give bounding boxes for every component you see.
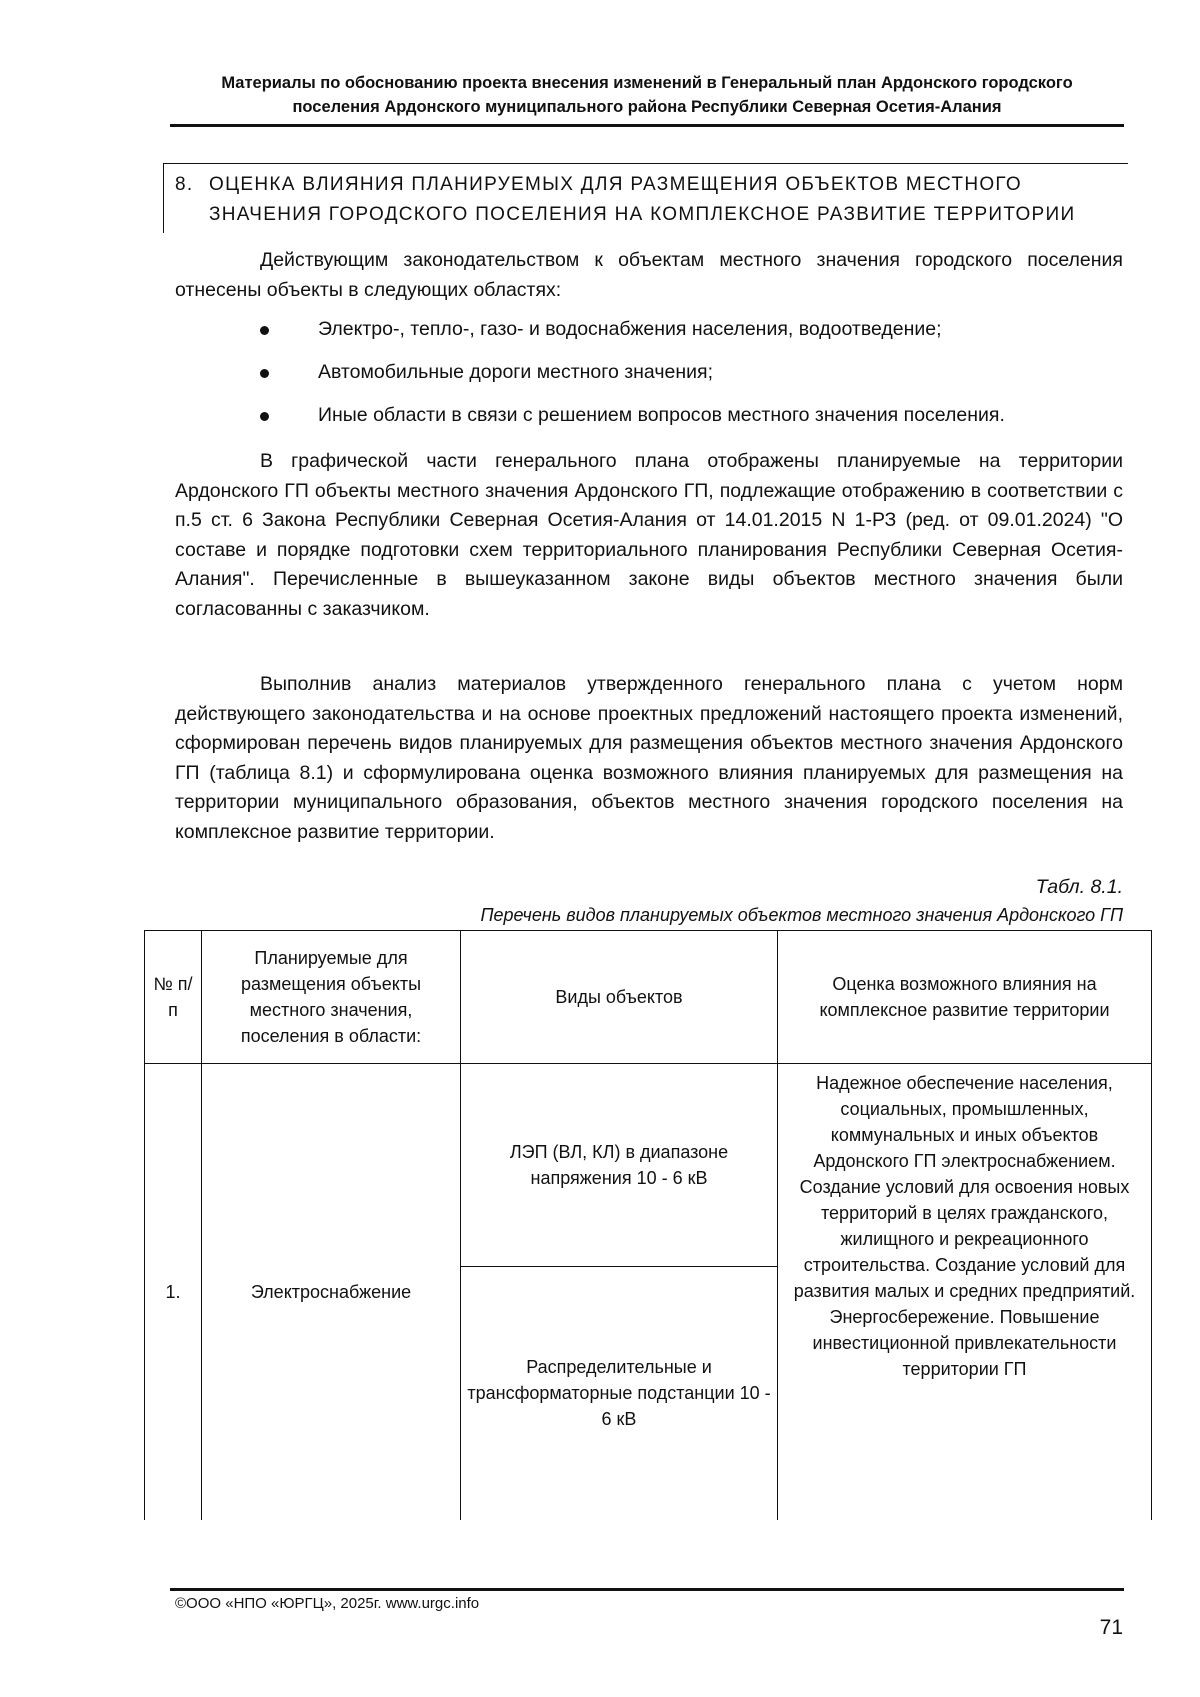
header-cell-object-types: Виды объектов	[461, 931, 778, 1064]
cell-area: Электроснабжение	[202, 1064, 461, 1520]
header-cell-area: Планируемые для размещения объекты местного значения, поселения в области:	[202, 931, 461, 1064]
table-header-row	[145, 931, 1152, 1064]
bullet-text: Электро-, тепло-, газо- и водоснабжения населения, водоотведение;	[318, 318, 942, 340]
cell-object-substations: Распределительные и трансформаторные подстанции 10 - 6 кВ	[461, 1267, 778, 1520]
header-line-2: поселения Ардонского муниципального района Республики Северная Осетия-Алания	[292, 98, 1002, 116]
list-item	[175, 358, 1123, 401]
page-header	[170, 71, 1124, 119]
header-cell-number: № п/п	[145, 931, 202, 1064]
table-caption: Перечень видов планируемых объектов местного значения Ардонского ГП	[480, 905, 1123, 925]
footer-copyright: ©ООО «НПО «ЮРГЦ», 2025г. www.urgc.info	[175, 1595, 480, 1612]
cell-row-number: 1.	[145, 1064, 202, 1520]
bullet-icon	[260, 326, 269, 335]
header-cell-effect: Оценка возможного влияния на комплексное развитие территории	[778, 931, 1152, 1064]
analysis-text: Выполнив анализ материалов утвержденного генерального плана с учетом норм действующего законодательства и на основе проектных предложений настоящего проекта изменений, сформирован перечень видов планируемых для размещения объектов местного значения Ардонского ГП (таблица 8.1) и сформулирована оценка возможного влияния планируемых для размещения на территории муниципального образования, объектов местного значения городского поселения на комплексное развитие территории.	[175, 673, 1123, 843]
list-item	[175, 401, 1123, 444]
graphic-part-paragraph	[175, 447, 1123, 624]
page-number: 71	[1099, 1616, 1123, 1639]
bullet-text: Иные области в связи с решением вопросов местного значения поселения.	[318, 404, 1005, 426]
intro-text: Действующим законодательством к объектам местного значения городского поселения отнесены объекты в следующих областях:	[175, 249, 1123, 301]
section-title: ОЦЕНКА ВЛИЯНИЯ ПЛАНИРУЕМЫХ ДЛЯ РАЗМЕЩЕНИЯ ОБЪЕКТОВ МЕСТНОГО ЗНАЧЕНИЯ ГОРОДСКОГО ПОСЕЛЕНИЯ НА КОМПЛЕКСНОЕ РАЗВИТИЕ ТЕРРИТОРИИ	[209, 174, 1076, 225]
analysis-paragraph	[175, 670, 1123, 847]
intro-paragraph	[175, 246, 1123, 305]
header-rule	[170, 124, 1124, 127]
table-number: Табл. 8.1.	[1035, 876, 1123, 898]
table-row	[145, 1064, 1152, 1267]
cell-object-power-lines: ЛЭП (ВЛ, КЛ) в диапазоне напряжения 10 - 6 кВ	[461, 1064, 778, 1267]
footer-rule	[170, 1588, 1124, 1591]
graphic-part-text: В графической части генерального плана отображены планируемые на территории Ардонского ГП объекты местного значения Ардонского ГП, подлежащие отображению в соответствии с п.5 ст. 6 Закона Республики Северная Осетия-Алания от 14.01.2015 N 1-РЗ (ред. от 09.01.2024) "О составе и порядке подготовки схем территориального планирования Республики Северная Осетия-Алания". Перечисленные в вышеуказанном законе виды объектов местного значения были согласованны с заказчиком.	[175, 450, 1123, 620]
section-heading	[175, 170, 1105, 230]
bullet-icon	[260, 369, 269, 378]
section-number: 8.	[175, 174, 194, 195]
cell-effect: Надежное обеспечение населения, социальных, промышленных, коммунальных и иных объектов Ардонского ГП электроснабжением. Создание условий для освоения новых территорий в целях гражданского, жилищного и рекреационного строительства. Создание условий для развития малых и средних предприятий. Энергосбережение. Повышение инвестиционной привлекательности территории ГП	[778, 1064, 1152, 1520]
objects-table	[144, 930, 1152, 1520]
header-line-1: Материалы по обоснованию проекта внесения изменений в Генеральный план Ардонского городского	[221, 74, 1073, 92]
list-item	[175, 315, 1123, 358]
bullet-list	[175, 315, 1123, 444]
bullet-icon	[260, 412, 269, 421]
bullet-text: Автомобильные дороги местного значения;	[318, 361, 713, 383]
